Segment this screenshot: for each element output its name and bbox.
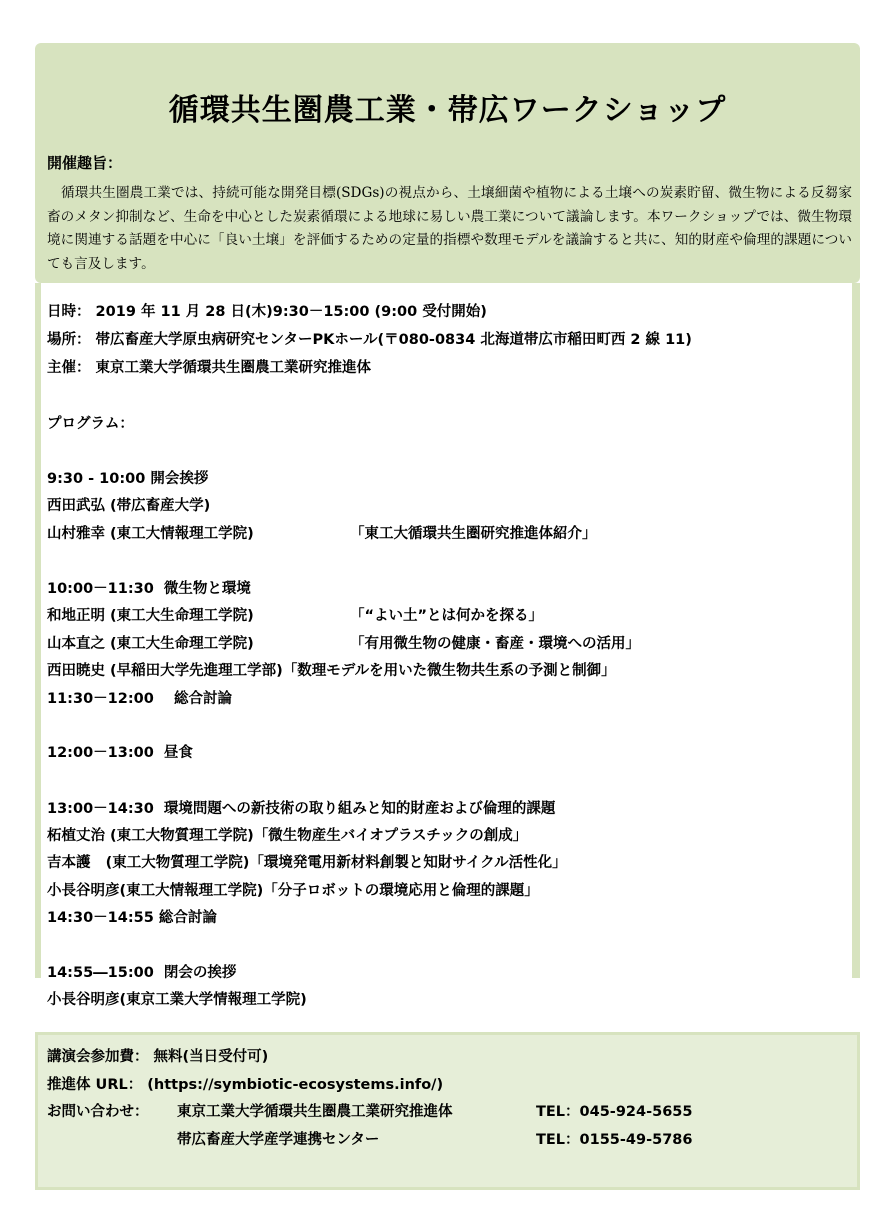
speaker-name: 和地正明 (東工大生命理工学院) — [47, 608, 254, 624]
program-item — [47, 604, 543, 625]
program-item — [47, 879, 539, 900]
speaker-name: 小長谷明彦(東工大情報理工学院) — [47, 883, 264, 899]
contact2-tel: TEL：0155-49-5786 — [536, 1132, 693, 1148]
program-item — [47, 632, 640, 653]
speaker-name: 西田暁史 (早稲田大学先進理工学部) — [47, 663, 283, 679]
program-item: 11:30－12:00 総合討論 — [47, 691, 233, 707]
venue-line: 場所： 帯広畜産大学原虫病研究センターPKホール(〒080-0834 北海道帯広市稲田町西 2 線 11) — [47, 332, 692, 348]
talk-title: 「数理モデルを用いた微生物共生系の予測と制御」 — [282, 663, 616, 679]
contact2-org: 帯広畜産大学産学連携センター — [177, 1132, 380, 1148]
contact1-tel: TEL：045-924-5655 — [536, 1104, 693, 1120]
purpose-body: 循環共生圏農工業では、持続可能な開発目標(SDGs)の視点から、土壌細菌や植物による土壌への炭素貯留、微生物による反芻家畜のメタン抑制など、生命を中心とした炭素循環による地球に易しい農工業について議論します。本ワークショップでは、微生物環境に関連する話題を中心に「良い土壌」を評価するための定量的指標や数理モデルを議論すると共に、知的財産や倫理的課題についても言及します。 — [47, 185, 852, 272]
talk-title: 「環境発電用新材料創製と知財サイクル活性化」 — [249, 855, 567, 871]
speaker-name: 吉本護 (東工大物質理工学院) — [47, 855, 250, 871]
program-label: プログラム： — [47, 416, 134, 432]
speaker-name: 山村雅幸 (東工大情報理工学院) — [47, 526, 254, 542]
right-border-strip — [852, 283, 860, 978]
host-line: 主催： 東京工業大学循環共生圏農工業研究推進体 — [47, 360, 372, 376]
program-item: 小長谷明彦(東京工業大学情報理工学院) — [47, 992, 307, 1008]
program-item: 14:30－14:55 総合討論 — [47, 910, 217, 926]
contact1-org: 東京工業大学循環共生圏農工業研究推進体 — [177, 1104, 453, 1120]
contact-label: お問い合わせ： — [47, 1104, 149, 1120]
page-title: 循環共生圏農工業・帯広ワークショップ — [168, 93, 727, 128]
purpose-label: 開催趣旨： — [47, 154, 123, 172]
left-border-strip — [35, 283, 41, 978]
program-item — [47, 824, 527, 845]
program-item: 西田武弘 (帯広畜産大学) — [47, 498, 211, 514]
speaker-name: 山本直之 (東工大生命理工学院) — [47, 636, 254, 652]
date-line: 日時： 2019 年 11 月 28 日(木)9:30－15:00 (9:00 受付開始) — [47, 304, 487, 320]
fee-line: 講演会参加費： 無料(当日受付可) — [47, 1049, 269, 1065]
program-item: 9:30 - 10:00 開会挨拶 — [47, 471, 209, 487]
program-item: 14:55―15:00 閉会の挨拶 — [47, 965, 237, 981]
url-line: 推進体 URL： (https://symbiotic-ecosystems.info/) — [47, 1077, 444, 1093]
program-item — [47, 851, 567, 872]
program-item: 13:00－14:30 環境問題への新技術の取り組みと知的財産および倫理的課題 — [47, 801, 556, 817]
program-item — [47, 659, 616, 680]
program-item — [47, 522, 597, 543]
talk-title: 「微生物産生バイオプラスチックの創成」 — [253, 828, 528, 844]
talk-title: 「分子ロボットの環境応用と倫理的課題」 — [263, 883, 539, 899]
program-item: 12:00－13:00 昼食 — [47, 745, 193, 761]
speaker-name: 柘植丈治 (東工大物質理工学院) — [47, 828, 254, 844]
talk-title: 「東工大循環共生圏研究推進体紹介」 — [350, 526, 597, 542]
talk-title: 「“よい土”とは何かを探る」 — [350, 608, 544, 624]
program-item: 10:00－11:30 微生物と環境 — [47, 581, 251, 597]
talk-title: 「有用微生物の健康・畜産・環境への活用」 — [350, 636, 640, 652]
